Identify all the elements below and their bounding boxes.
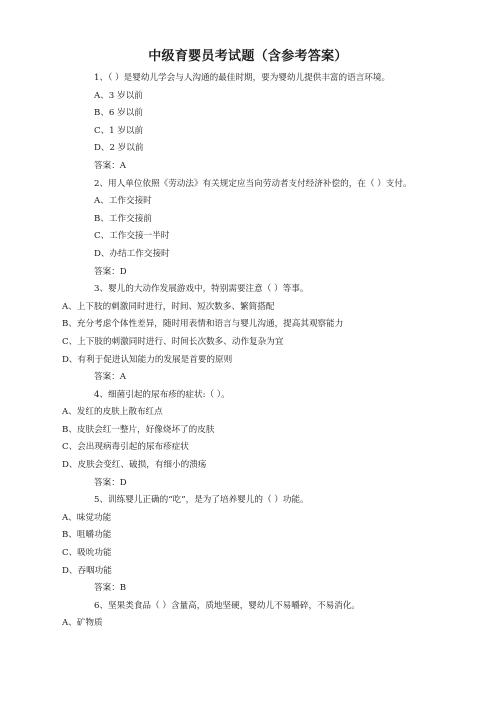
question-5-option-c: C、吸吮功能 [62,548,112,559]
question-3-option-a: A、上下肢的刺激同时进行，时间、短次数多、繁简搭配 [62,301,275,312]
document-title: 中级育婴员考试题（含参考答案） [148,49,348,64]
question-2-option-a: A、工作交接时 [94,196,152,207]
question-3-option-c: C、上下肢的刺激同时进行、时间长次数多、动作复杂为宜 [62,336,284,347]
question-6-stem: 6、坚果类食品（ ）含量高，质地坚硬，婴幼儿不易嚼碎，不易消化。 [94,600,361,611]
question-2-option-c: C、工作交接一半时 [94,231,170,242]
question-5-answer: 答案：B [94,583,127,594]
question-5-option-d: D、吞咽功能 [62,565,112,576]
question-1-stem: 1、（ ）是婴幼儿学会与人沟通的最佳时期，要为婴幼儿提供丰富的语言环境。 [94,73,391,83]
question-1-option-c: C、1 岁以前 [94,125,144,136]
question-4-option-d: D、皮肤会变红、破损，有细小的溃疡 [62,460,207,471]
question-1-option-d: D、2 岁以前 [94,143,144,154]
question-5-option-a: A、味觉功能 [62,512,112,523]
question-4-answer: 答案：D [94,477,127,488]
question-1-option-a: A、3 岁以前 [94,90,143,101]
question-2-option-d: D、办结工作交接时 [94,248,170,259]
question-2-option-b: B、工作交接前 [94,213,152,224]
question-4-option-c: C、会出现病毒引起的尿布疹症状 [62,442,189,453]
question-3-option-d: D、有利于促进认知能力的发展是首要的原则 [62,354,233,365]
document-body [62,70,434,633]
question-4-option-b: B、皮肤会红一整片，好像烧坏了的皮肤 [62,424,215,435]
question-1-option-b: B、6 岁以前 [94,108,143,119]
question-4-option-a: A、发红的皮肤上散布红点 [62,407,163,418]
question-1-answer: 答案：A [94,160,126,171]
question-5-option-b: B、咀嚼功能 [62,530,112,541]
question-3-option-b: B、充分考虑个体性差异，随时用表情和语言与婴儿沟通，提高其观察能力 [62,319,344,330]
question-5-stem: 5、训练婴儿正确的“吃”，是为了培养婴儿的（ ）功能。 [94,495,309,506]
question-4-stem: 4、细菌引起的尿布疹的症状:（ ）。 [94,389,230,400]
question-3-answer: 答案：A [94,372,126,383]
question-2-answer: 答案：D [94,266,127,277]
question-2-stem: 2、用人单位依照《劳动法》有关规定应当向劳动者支付经济补偿的，在（ ）支付。 [94,178,412,189]
question-3-stem: 3、婴儿的大动作发展游戏中，特别需要注意（ ）等事。 [94,284,309,295]
question-6-option-a: A、矿物质 [62,618,103,629]
